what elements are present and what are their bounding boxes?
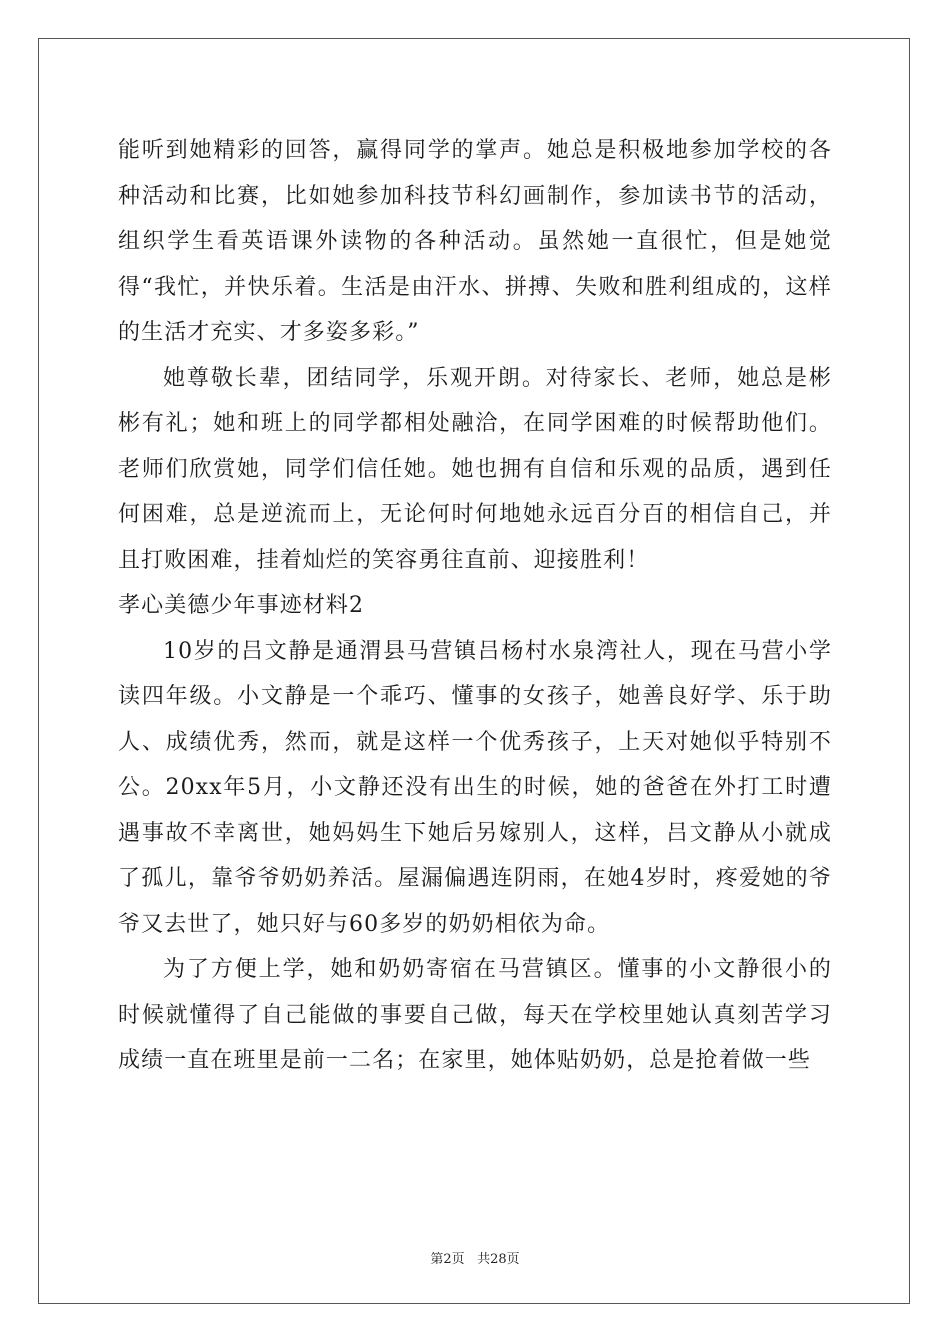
paragraph-continuation: 能听到她精彩的回答，赢得同学的掌声。她总是积极地参加学校的各种活动和比赛，比如她参加科技节科幻画制作，参加读书节的活动，组织学生看英语课外读物的各种活动。虽然她一直很忙，但是她觉得“我忙，并快乐着。生活是由汗水、拼搏、失败和胜利组成的，这样的生活才充实、才多姿多彩。” [118, 138, 832, 345]
page-footer [0, 1248, 950, 1267]
page-number: 第2页 [430, 1252, 465, 1267]
paragraph-daily-life: 为了方便上学，她和奶奶寄宿在马营镇区。懂事的小文静很小的时候就懂得了自己能做的事要自己做，每天在学校里她认真刻苦学习成绩一直在班里是前一二名；在家里，她体贴奶奶，总是抢着做一些 [118, 957, 832, 1073]
paragraph-character: 她尊敬长辈，团结同学，乐观开朗。对待家长、老师，她总是彬彬有礼；她和班上的同学都相处融洽，在同学困难的时候帮助他们。老师们欣赏她，同学们信任她。她也拥有自信和乐观的品质，遇到任何困难，总是逆流而上，无论何时何地她永远百分百的相信自己，并且打败困难，挂着灿烂的笑容勇往直前、迎接胜利！ [118, 365, 832, 573]
paragraph-background: 10岁的吕文静是通渭县马营镇吕杨村水泉湾社人，现在马营小学读四年级。小文静是一个乖巧、懂事的女孩子，她善良好学、乐于助人、成绩优秀，然而，就是这样一个优秀孩子，上天对她似乎特别不公。20xx年5月，小文静还没有出生的时候，她的爸爸在外打工时遭遇事故不幸离世，她妈妈生下她后另嫁别人，这样，吕文静从小就成了孤儿，靠爷爷奶奶养活。屋漏偏遇连阴雨，在她4岁时，疼爱她的爷爷又去世了，她只好与60多岁的奶奶相依为命。 [118, 638, 832, 937]
page-total: 共28页 [477, 1252, 520, 1267]
document-body [118, 128, 832, 1084]
section-heading: 孝心美德少年事迹材料2 [118, 593, 365, 618]
